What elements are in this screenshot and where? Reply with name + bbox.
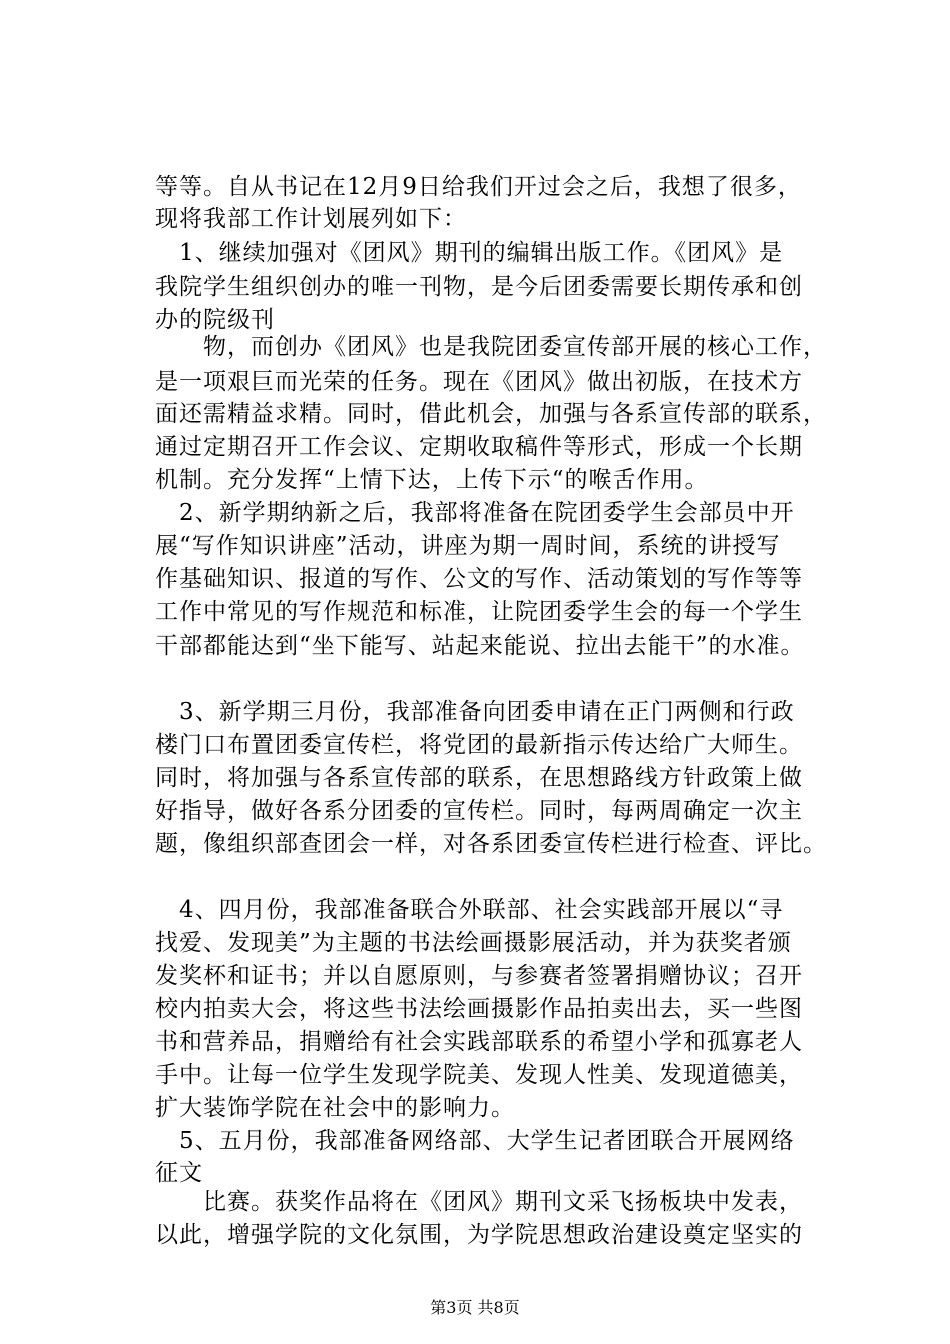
text-line: 机制。充分发挥“上情下达，上传下示“的喉舌作用。	[155, 467, 709, 493]
text-line: 扩大装饰学院在社会中的影响力。	[155, 1095, 515, 1121]
text-line: 好指导，做好各系分团委的宣传栏。同时，每两周确定一次主	[155, 798, 803, 824]
text-line: 作基础知识、报道的写作、公文的写作、活动策划的写作等等	[155, 566, 803, 592]
text-line: 4、四月份，我部准备联合外联部、社会实践部开展以“寻	[155, 897, 784, 923]
page-footer: 第3页 共8页	[430, 1298, 520, 1317]
text-line: 以此，增强学院的文化氛围，为学院思想政治建设奠定坚实的	[155, 1222, 803, 1248]
text-line: 发奖杯和证书；并以自愿原则，与参赛者签署捐赠协议；召开	[155, 963, 803, 989]
text-line: 校内拍卖大会，将这些书法绘画摄影作品拍卖出去，买一些图	[155, 996, 803, 1022]
text-line: 干部都能达到“坐下能写、站起来能说、拉出去能干”的水准。	[155, 633, 805, 659]
text-line: 2、新学期纳新之后，我部将准备在院团委学生会部员中开	[155, 500, 795, 526]
text-line: 题，像组织部查团会一样，对各系团委宣传栏进行检查、评比。	[155, 831, 827, 857]
text-line: 物，而创办《团风》也是我院团委宣传部开展的核心工作，	[155, 334, 827, 360]
text-line: 手中。让每一位学生发现学院美、发现人性美、发现道德美，	[155, 1062, 803, 1088]
text-line: 3、新学期三月份，我部准备向团委申请在正门两侧和行政	[155, 699, 795, 725]
text-line: 征文	[155, 1160, 203, 1186]
text-line: 5、五月份，我部准备网络部、大学生记者团联合开展网络	[155, 1128, 795, 1154]
text-line: 是一项艰巨而光荣的任务。现在《团风》做出初版，在技术方	[155, 369, 803, 395]
text-line: 1、继续加强对《团风》期刊的编辑出版工作。《团风》是	[155, 240, 784, 266]
text-line: 楼门口布置团委宣传栏，将党团的最新指示传达给广大师生。	[155, 732, 803, 758]
text-line: 同时，将加强与各系宣传部的联系，在思想路线方针政策上做	[155, 765, 803, 791]
text-line: 找爱、发现美”为主题的书法绘画摄影展活动，并为获奖者颁	[155, 930, 792, 956]
text-line: 工作中常见的写作规范和标准，让院团委学生会的每一个学生	[155, 599, 803, 625]
text-line: 展“写作知识讲座”活动，讲座为期一周时间，系统的讲授写	[155, 533, 781, 559]
text-line: 我院学生组织创办的唯一刊物，是今后团委需要长期传承和创	[155, 274, 803, 300]
text-line: 等等。自从书记在12月9日给我们开过会之后，我想了很多，	[155, 174, 802, 200]
text-line: 面还需精益求精。同时，借此机会，加强与各系宣传部的联系，	[155, 401, 827, 427]
text-line: 办的院级刊	[155, 307, 275, 333]
text-line: 书和营养品，捐赠给有社会实践部联系的希望小学和孤寡老人	[155, 1029, 803, 1055]
text-line: 通过定期召开工作会议、定期收取稿件等形式，形成一个长期	[155, 434, 803, 460]
text-line: 比赛。获奖作品将在《团风》期刊文采飞扬板块中发表，	[155, 1189, 803, 1215]
text-line: 现将我部工作计划展列如下：	[155, 206, 467, 232]
